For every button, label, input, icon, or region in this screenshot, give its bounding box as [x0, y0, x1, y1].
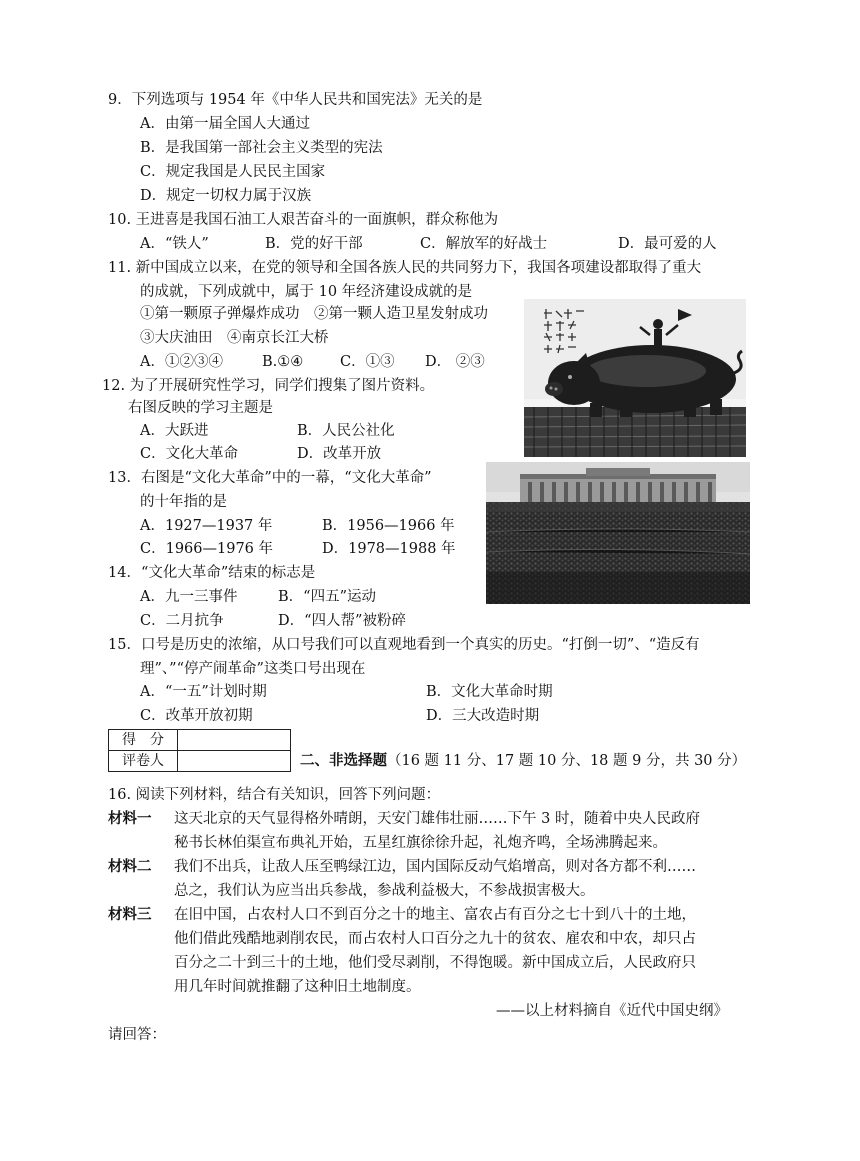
pig-illustration-image — [524, 299, 746, 457]
score-cell — [178, 730, 291, 751]
material-1-label: 材料一 — [108, 810, 152, 827]
q9-option-d: D．规定一切权力属于汉族 — [140, 188, 312, 204]
q11-stem-line2: 的成就，下列成就中，属于 10 年经济建设成就的是 — [140, 284, 473, 300]
material-3-line3: 百分之二十到三十的土地，他们受尽剥削，不得饱暖。新中国成立后，人民政府只 — [174, 955, 696, 971]
q16-stem: 16. 阅读下列材料，结合有关知识，回答下列问题： — [108, 787, 441, 803]
q13-option-c: C．1966—1976 年 — [140, 541, 274, 557]
q15-stem-line2: 理”、”“停产闹革命”这类口号出现在 — [140, 661, 366, 677]
material-3-label: 材料三 — [108, 906, 152, 923]
material-2-line1: 我们不出兵，让敌人压至鸭绿江边，国内国际反动气焰增高，则对各方都不利…… — [174, 859, 696, 875]
q14-option-a: A．九一三事件 — [140, 589, 238, 605]
q9-stem: 9．下列选项与 1954 年《中华人民共和国宪法》无关的是 — [108, 92, 483, 108]
q14-stem: 14．“文化大革命”结束的标志是 — [108, 565, 316, 581]
q12-stem-line1: 12. 为了开展研究性学习，同学们搜集了图片资料。 — [102, 378, 435, 394]
score-box — [108, 729, 291, 772]
grader-label: 评卷人 — [109, 751, 178, 772]
answer-prompt: 请回答： — [108, 1027, 166, 1043]
q10-option-c: C．解放军的好战士 — [420, 236, 548, 252]
q11-option-c: C．①③ — [340, 354, 395, 370]
q15-option-a: A．“一五”计划时期 — [140, 684, 267, 700]
q13-option-a: A．1927—1937 年 — [140, 518, 273, 534]
q9-option-c: C．规定我国是人民民主国家 — [140, 164, 326, 180]
material-2-line2: 总之，我们认为应当出兵参战，参战利益极大，不参战损害极大。 — [174, 883, 595, 899]
q9-option-a: A．由第一届全国人大通过 — [140, 116, 310, 132]
section2-title: 二、非选择题 — [300, 752, 387, 769]
material-3-line4: 用几年时间就推翻了这种旧土地制度。 — [174, 979, 421, 995]
q10-stem: 10. 王进喜是我国石油工人艰苦奋斗的一面旗帜，群众称他为 — [108, 212, 499, 228]
material-1-line1: 这天北京的天气显得格外晴朗，天安门雄伟壮丽……下午 3 时，随着中央人民政府 — [174, 811, 700, 827]
q11-stem-line1: 11. 新中国成立以来，在党的领导和全国各族人民的共同努力下，我国各项建设都取得了重大 — [108, 260, 702, 276]
material-1-line2: 秘书长林伯渠宣布典礼开始，五星红旗徐徐升起，礼炮齐鸣，全场沸腾起来。 — [174, 835, 667, 851]
q12-option-a: A．大跃进 — [140, 423, 209, 439]
q13-option-b: B．1956—1966 年 — [322, 518, 455, 534]
q10-option-d: D．最可爱的人 — [618, 236, 717, 252]
grader-cell — [178, 751, 291, 772]
score-label: 得 分 — [109, 730, 178, 751]
q11-choice-list-2: ③大庆油田 ④南京长江大桥 — [140, 330, 329, 346]
q11-choice-list-1: ①第一颗原子弹爆炸成功 ②第一颗人造卫星发射成功 — [140, 306, 488, 322]
q15-option-c: C．改革开放初期 — [140, 708, 253, 724]
q12-option-d: D．改革开放 — [297, 446, 382, 462]
q13-stem-line2: 的十年指的是 — [140, 494, 227, 510]
section2-heading — [300, 751, 746, 771]
q12-option-c: C．文化大革命 — [140, 446, 239, 462]
material-2-label: 材料二 — [108, 858, 152, 875]
q10-option-a: A．“铁人” — [140, 236, 209, 252]
q15-stem-line1: 15．口号是历史的浓缩，从口号我们可以直观地看到一个真实的历史。“打倒一切”、“造反有 — [108, 637, 700, 653]
q9-option-b: B．是我国第一部社会主义类型的宪法 — [140, 140, 383, 156]
q14-option-c: C．二月抗争 — [140, 613, 224, 629]
q10-option-b: B．党的好干部 — [265, 236, 363, 252]
material-3-line2: 他们借此残酷地剥削农民，而占农村人口百分之九十的贫农、雇农和中农，却只占 — [174, 931, 696, 947]
q13-stem-line1: 13．右图是“文化大革命”中的一幕，“文化大革命” — [108, 470, 432, 486]
crowd-photo-image — [486, 462, 750, 604]
q14-option-b: B．“四五”运动 — [278, 589, 376, 605]
material-3-line1: 在旧中国，占农村人口不到百分之十的地主、富农占有百分之七十到八十的土地， — [174, 907, 696, 923]
q11-option-b: B.①④ — [262, 354, 304, 370]
q15-option-d: D．三大改造时期 — [426, 708, 540, 724]
section2-note: （16 题 11 分、17 题 10 分、18 题 9 分，共 30 分） — [387, 753, 747, 769]
q12-stem-line2: 右图反映的学习主题是 — [128, 400, 273, 416]
q15-option-b: B．文化大革命时期 — [426, 684, 553, 700]
tiananmen-crowd-photo — [486, 462, 750, 604]
q14-option-d: D．“四人帮”被粉碎 — [278, 613, 406, 629]
q11-option-d: D． ②③ — [425, 354, 485, 370]
q12-option-b: B．人民公社化 — [297, 423, 395, 439]
q11-option-a: A．①②③④ — [140, 354, 223, 370]
pig-illustration — [524, 299, 746, 457]
q13-option-d: D．1978—1988 年 — [322, 541, 456, 557]
material-source: ——以上材料摘自《近代中国史纲》 — [496, 1003, 728, 1019]
